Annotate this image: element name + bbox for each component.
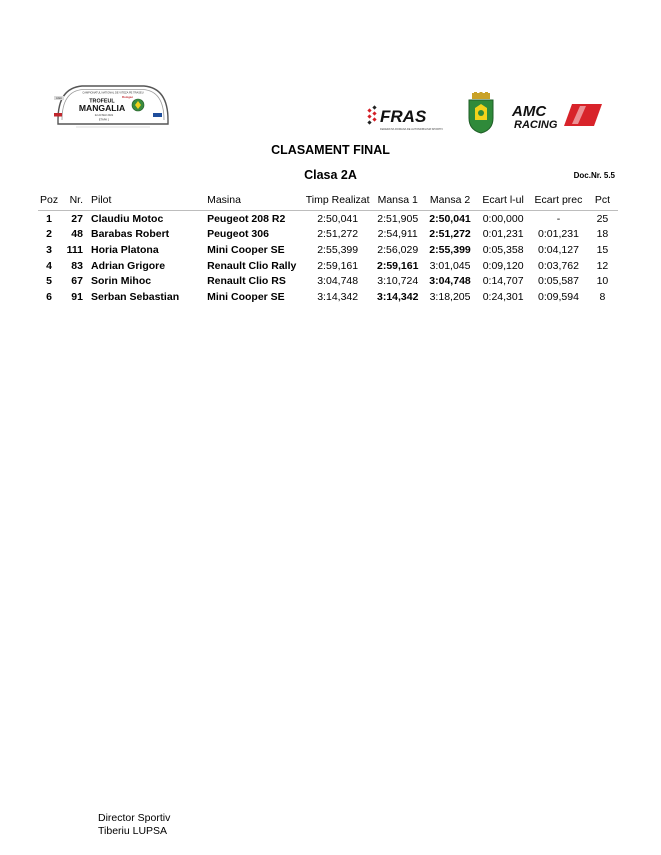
signature-block bbox=[98, 812, 170, 838]
header-mansa1: Mansa 1 bbox=[372, 190, 424, 211]
table-row bbox=[38, 227, 618, 243]
cell-poz: 4 bbox=[46, 259, 52, 272]
table-row bbox=[38, 258, 618, 274]
svg-text:FEDERATIA ROMANA DE AUTOMOBILI: FEDERATIA ROMANA DE AUTOMOBILISM SPORTIV bbox=[380, 128, 443, 131]
cell-mansa2: 3:01,045 bbox=[429, 259, 471, 272]
cell-timp: 2:50,041 bbox=[317, 212, 359, 225]
header-pct: Pct bbox=[587, 190, 618, 211]
cell-ecart-prec: 0:09,594 bbox=[538, 290, 579, 303]
cell-ecart-lider: 0:05,358 bbox=[482, 243, 524, 256]
cell-pct: 25 bbox=[596, 212, 609, 225]
cell-mansa1: 2:51,905 bbox=[377, 212, 419, 225]
cell-nr: 27 bbox=[71, 212, 83, 225]
cell-ecart-lider: 0:09,120 bbox=[482, 259, 524, 272]
cell-pilot: Barabas Robert bbox=[90, 228, 170, 241]
table-header-row bbox=[38, 190, 618, 211]
cell-pilot: Horia Platona bbox=[90, 243, 159, 256]
cell-mansa1: 2:56,029 bbox=[377, 243, 419, 256]
cell-pilot: Sorin Mihoc bbox=[90, 275, 152, 288]
cell-mansa1: 3:14,342 bbox=[376, 290, 419, 303]
cell-nr: 91 bbox=[71, 290, 83, 303]
cell-masina: Mini Cooper SE bbox=[207, 243, 285, 256]
cell-ecart-lider: 0:14,707 bbox=[482, 275, 524, 288]
page-title: CLASAMENT FINAL bbox=[271, 143, 390, 157]
cell-pct: 8 bbox=[599, 290, 606, 303]
cell-nr: 111 bbox=[66, 243, 83, 256]
cell-mansa2: 3:18,205 bbox=[429, 290, 471, 303]
cell-mansa2: 2:51,272 bbox=[429, 228, 471, 241]
header-ecart-prec: Ecart prec bbox=[530, 190, 587, 211]
svg-text:MANGALIA: MANGALIA bbox=[78, 103, 126, 113]
cell-timp: 3:14,342 bbox=[317, 290, 359, 303]
table-row bbox=[38, 242, 618, 258]
svg-text:22-23 MAI 2021: 22-23 MAI 2021 bbox=[94, 114, 114, 117]
svg-text:LIGA: LIGA bbox=[56, 97, 62, 100]
cell-ecart-prec: 0:01,231 bbox=[538, 228, 579, 241]
cell-poz: 3 bbox=[46, 243, 52, 256]
cell-ecart-prec: 0:04,127 bbox=[538, 243, 579, 256]
header-poz: Poz bbox=[38, 190, 60, 211]
trofeul-mangalia-logo bbox=[52, 80, 174, 132]
cell-pilot: Serban Sebastian bbox=[90, 290, 180, 303]
svg-text:AMC: AMC bbox=[512, 103, 547, 120]
cell-ecart-prec: - bbox=[556, 212, 561, 225]
cell-timp: 3:04,748 bbox=[317, 275, 359, 288]
cell-ecart-lider: 0:01,231 bbox=[482, 228, 524, 241]
cell-mansa1: 2:54,911 bbox=[377, 228, 418, 241]
cell-mansa1: 2:59,161 bbox=[376, 259, 419, 272]
cell-nr: 67 bbox=[71, 275, 83, 288]
class-subtitle: Clasa 2A bbox=[304, 168, 357, 182]
cell-poz: 2 bbox=[46, 228, 52, 241]
header-ecart-lider: Ecart l-ul bbox=[476, 190, 530, 211]
cell-pilot: Adrian Grigore bbox=[90, 259, 166, 272]
cell-ecart-lider: 0:00,000 bbox=[482, 212, 524, 225]
fras-logo bbox=[366, 99, 458, 133]
table-row bbox=[38, 273, 618, 289]
cell-poz: 5 bbox=[46, 275, 52, 288]
cell-ecart-prec: 0:03,762 bbox=[538, 259, 579, 272]
amc-racing-logo bbox=[510, 100, 604, 132]
cell-poz: 1 bbox=[46, 212, 52, 225]
svg-text:TROFEUL: TROFEUL bbox=[89, 98, 115, 105]
cell-ecart-lider: 0:24,301 bbox=[482, 290, 524, 303]
svg-text:ETAPA 1: ETAPA 1 bbox=[98, 118, 110, 122]
cell-mansa1: 3:10,724 bbox=[377, 275, 419, 288]
cell-masina: Renault Clio RS bbox=[207, 275, 286, 288]
cell-poz: 6 bbox=[46, 290, 52, 303]
header-nr: Nr. bbox=[60, 190, 85, 211]
header-pilot: Pilot bbox=[85, 190, 205, 211]
header-timp: Timp Realizat bbox=[304, 190, 372, 211]
cell-timp: 2:55,399 bbox=[317, 243, 359, 256]
cell-timp: 2:59,161 bbox=[317, 259, 359, 272]
cell-pilot: Claudiu Motoc bbox=[90, 212, 164, 225]
cell-masina: Renault Clio Rally bbox=[207, 259, 297, 272]
table-row bbox=[38, 289, 618, 305]
table-row bbox=[38, 211, 618, 227]
city-crest-icon bbox=[466, 92, 496, 134]
cell-mansa2: 3:04,748 bbox=[429, 275, 471, 288]
cell-timp: 2:51,272 bbox=[317, 228, 359, 241]
cell-pct: 15 bbox=[596, 243, 609, 256]
results-body bbox=[38, 211, 618, 305]
svg-text:FRAS: FRAS bbox=[380, 107, 427, 126]
cell-mansa2: 2:55,399 bbox=[429, 243, 471, 256]
cell-pct: 18 bbox=[596, 228, 609, 241]
cell-masina: Peugeot 208 R2 bbox=[207, 212, 286, 225]
svg-text:CAMPIONATUL NATIONAL DE VITEZA: CAMPIONATUL NATIONAL DE VITEZA PE TRASEU bbox=[82, 91, 144, 95]
header-mansa2: Mansa 2 bbox=[424, 190, 476, 211]
results-table bbox=[38, 190, 618, 305]
cell-mansa2: 2:50,041 bbox=[429, 212, 471, 225]
signature-name: Tiberiu LUPSA bbox=[98, 825, 168, 837]
cell-pct: 10 bbox=[596, 275, 609, 288]
svg-text:Romgaz: Romgaz bbox=[122, 95, 133, 99]
svg-text:RACING: RACING bbox=[514, 119, 558, 131]
cell-nr: 48 bbox=[71, 228, 83, 241]
cell-nr: 83 bbox=[71, 259, 83, 272]
header-masina: Masina bbox=[205, 190, 304, 211]
cell-pct: 12 bbox=[596, 259, 609, 272]
cell-masina: Peugeot 306 bbox=[207, 228, 269, 241]
cell-ecart-prec: 0:05,587 bbox=[538, 275, 579, 288]
doc-number: Doc.Nr. 5.5 bbox=[573, 171, 615, 180]
signature-role: Director Sportiv bbox=[98, 812, 171, 824]
cell-masina: Mini Cooper SE bbox=[207, 290, 285, 303]
